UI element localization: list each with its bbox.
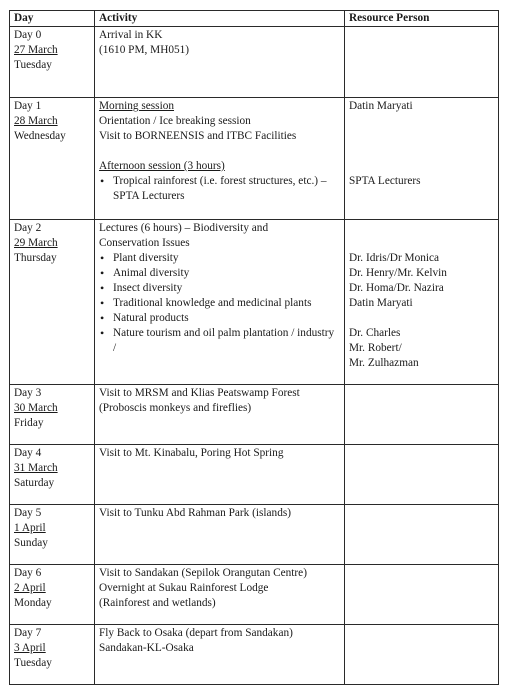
resource-person: SPTA Lecturers <box>349 175 421 187</box>
table-row <box>10 27 499 98</box>
resource-cell <box>345 27 499 98</box>
resource-person: Mr. Robert/ <box>349 342 402 354</box>
activity-line: Visit to Tunku Abd Rahman Park (islands) <box>99 507 292 519</box>
table-row <box>10 565 499 625</box>
day-label: Day 7 <box>14 627 42 639</box>
resource-cell <box>345 445 499 505</box>
table-row <box>10 505 499 565</box>
day-label: Day 6 <box>14 567 42 579</box>
day-weekday: Friday <box>14 417 44 429</box>
resource-person: Datin Maryati <box>349 100 413 112</box>
day-label: Day 2 <box>14 222 42 234</box>
day-weekday: Wednesday <box>14 130 66 142</box>
day-cell <box>10 27 95 98</box>
activity-line: (Rainforest and wetlands) <box>99 597 216 609</box>
resource-person: Dr. Henry/Mr. Kelvin <box>349 267 447 279</box>
day-cell <box>10 98 95 220</box>
activity-cell <box>95 385 345 445</box>
header-row <box>10 11 499 27</box>
day-cell <box>10 220 95 385</box>
activity-line: Sandakan-KL-Osaka <box>99 642 194 654</box>
header-day: Day <box>10 11 95 27</box>
day-date: 1 April <box>14 522 46 534</box>
activity-line: (1610 PM, MH051) <box>99 44 190 56</box>
day-label: Day 3 <box>14 387 42 399</box>
day-weekday: Saturday <box>14 477 55 489</box>
day-label: Day 5 <box>14 507 42 519</box>
resource-cell <box>345 220 499 385</box>
activity-line: Visit to MRSM and Klias Peatswamp Forest <box>99 387 300 399</box>
day-date: 31 March <box>14 462 58 474</box>
activity-line: Lectures (6 hours) – Biodiversity and <box>99 222 269 234</box>
activity-cell <box>95 565 345 625</box>
table-row <box>10 385 499 445</box>
day-label: Day 0 <box>14 29 42 41</box>
activity-line: Visit to Sandakan (Sepilok Orangutan Centre) <box>99 567 307 579</box>
activity-cell <box>95 98 345 220</box>
list-item: • Traditional knowledge and medicinal plants <box>99 296 340 311</box>
activity-line: Visit to Mt. Kinabalu, Poring Hot Spring <box>99 447 284 459</box>
resource-cell <box>345 385 499 445</box>
activity-line: Fly Back to Osaka (depart from Sandakan) <box>99 627 293 639</box>
session-heading: Morning session <box>99 100 175 112</box>
day-weekday: Tuesday <box>14 657 52 669</box>
list-item: • Tropical rainforest (i.e. forest structures, etc.) – SPTA Lecturers <box>99 174 340 204</box>
activity-cell <box>95 625 345 685</box>
session-heading: Afternoon session (3 hours) <box>99 160 225 172</box>
day-date: 29 March <box>14 237 58 249</box>
activity-line: Orientation / Ice breaking session <box>99 115 251 127</box>
day-date: 27 March <box>14 44 58 56</box>
activity-line: (Proboscis monkeys and fireflies) <box>99 402 252 414</box>
activity-cell <box>95 27 345 98</box>
table-row <box>10 445 499 505</box>
day-cell <box>10 565 95 625</box>
table-row <box>10 220 499 385</box>
topic-list <box>99 251 340 356</box>
activity-line: Visit to BORNEENSIS and ITBC Facilities <box>99 130 297 142</box>
activity-line: Arrival in KK <box>99 29 163 41</box>
table-row <box>10 98 499 220</box>
resource-person: Dr. Charles <box>349 327 401 339</box>
day-cell <box>10 505 95 565</box>
list-item: • Plant diversity <box>99 251 340 266</box>
day-label: Day 4 <box>14 447 42 459</box>
day-weekday: Thursday <box>14 252 57 264</box>
day-label: Day 1 <box>14 100 42 112</box>
activity-line: Conservation Issues <box>99 237 190 249</box>
day-weekday: Sunday <box>14 537 48 549</box>
itinerary-table <box>9 10 499 685</box>
resource-person: Dr. Homa/Dr. Nazira <box>349 282 444 294</box>
activity-line: Overnight at Sukau Rainforest Lodge <box>99 582 269 594</box>
resource-cell <box>345 565 499 625</box>
resource-person: Datin Maryati <box>349 297 413 309</box>
day-weekday: Monday <box>14 597 52 609</box>
header-resource-person: Resource Person <box>345 11 499 27</box>
topic-list <box>99 174 340 204</box>
day-cell <box>10 445 95 505</box>
activity-cell <box>95 445 345 505</box>
resource-cell <box>345 625 499 685</box>
resource-person: Dr. Idris/Dr Monica <box>349 252 440 264</box>
resource-cell <box>345 505 499 565</box>
activity-cell <box>95 505 345 565</box>
day-date: 28 March <box>14 115 58 127</box>
list-item: • Animal diversity <box>99 266 340 281</box>
day-cell <box>10 625 95 685</box>
resource-person: Mr. Zulhazman <box>349 357 419 369</box>
day-weekday: Tuesday <box>14 59 52 71</box>
activity-cell <box>95 220 345 385</box>
header-activity: Activity <box>95 11 345 27</box>
day-date: 2 April <box>14 582 46 594</box>
list-item: • Natural products <box>99 311 340 326</box>
list-item: • Insect diversity <box>99 281 340 296</box>
day-date: 30 March <box>14 402 58 414</box>
resource-cell <box>345 98 499 220</box>
table-row <box>10 625 499 685</box>
list-item: • Nature tourism and oil palm plantation / industry / <box>99 326 340 356</box>
day-date: 3 April <box>14 642 46 654</box>
day-cell <box>10 385 95 445</box>
